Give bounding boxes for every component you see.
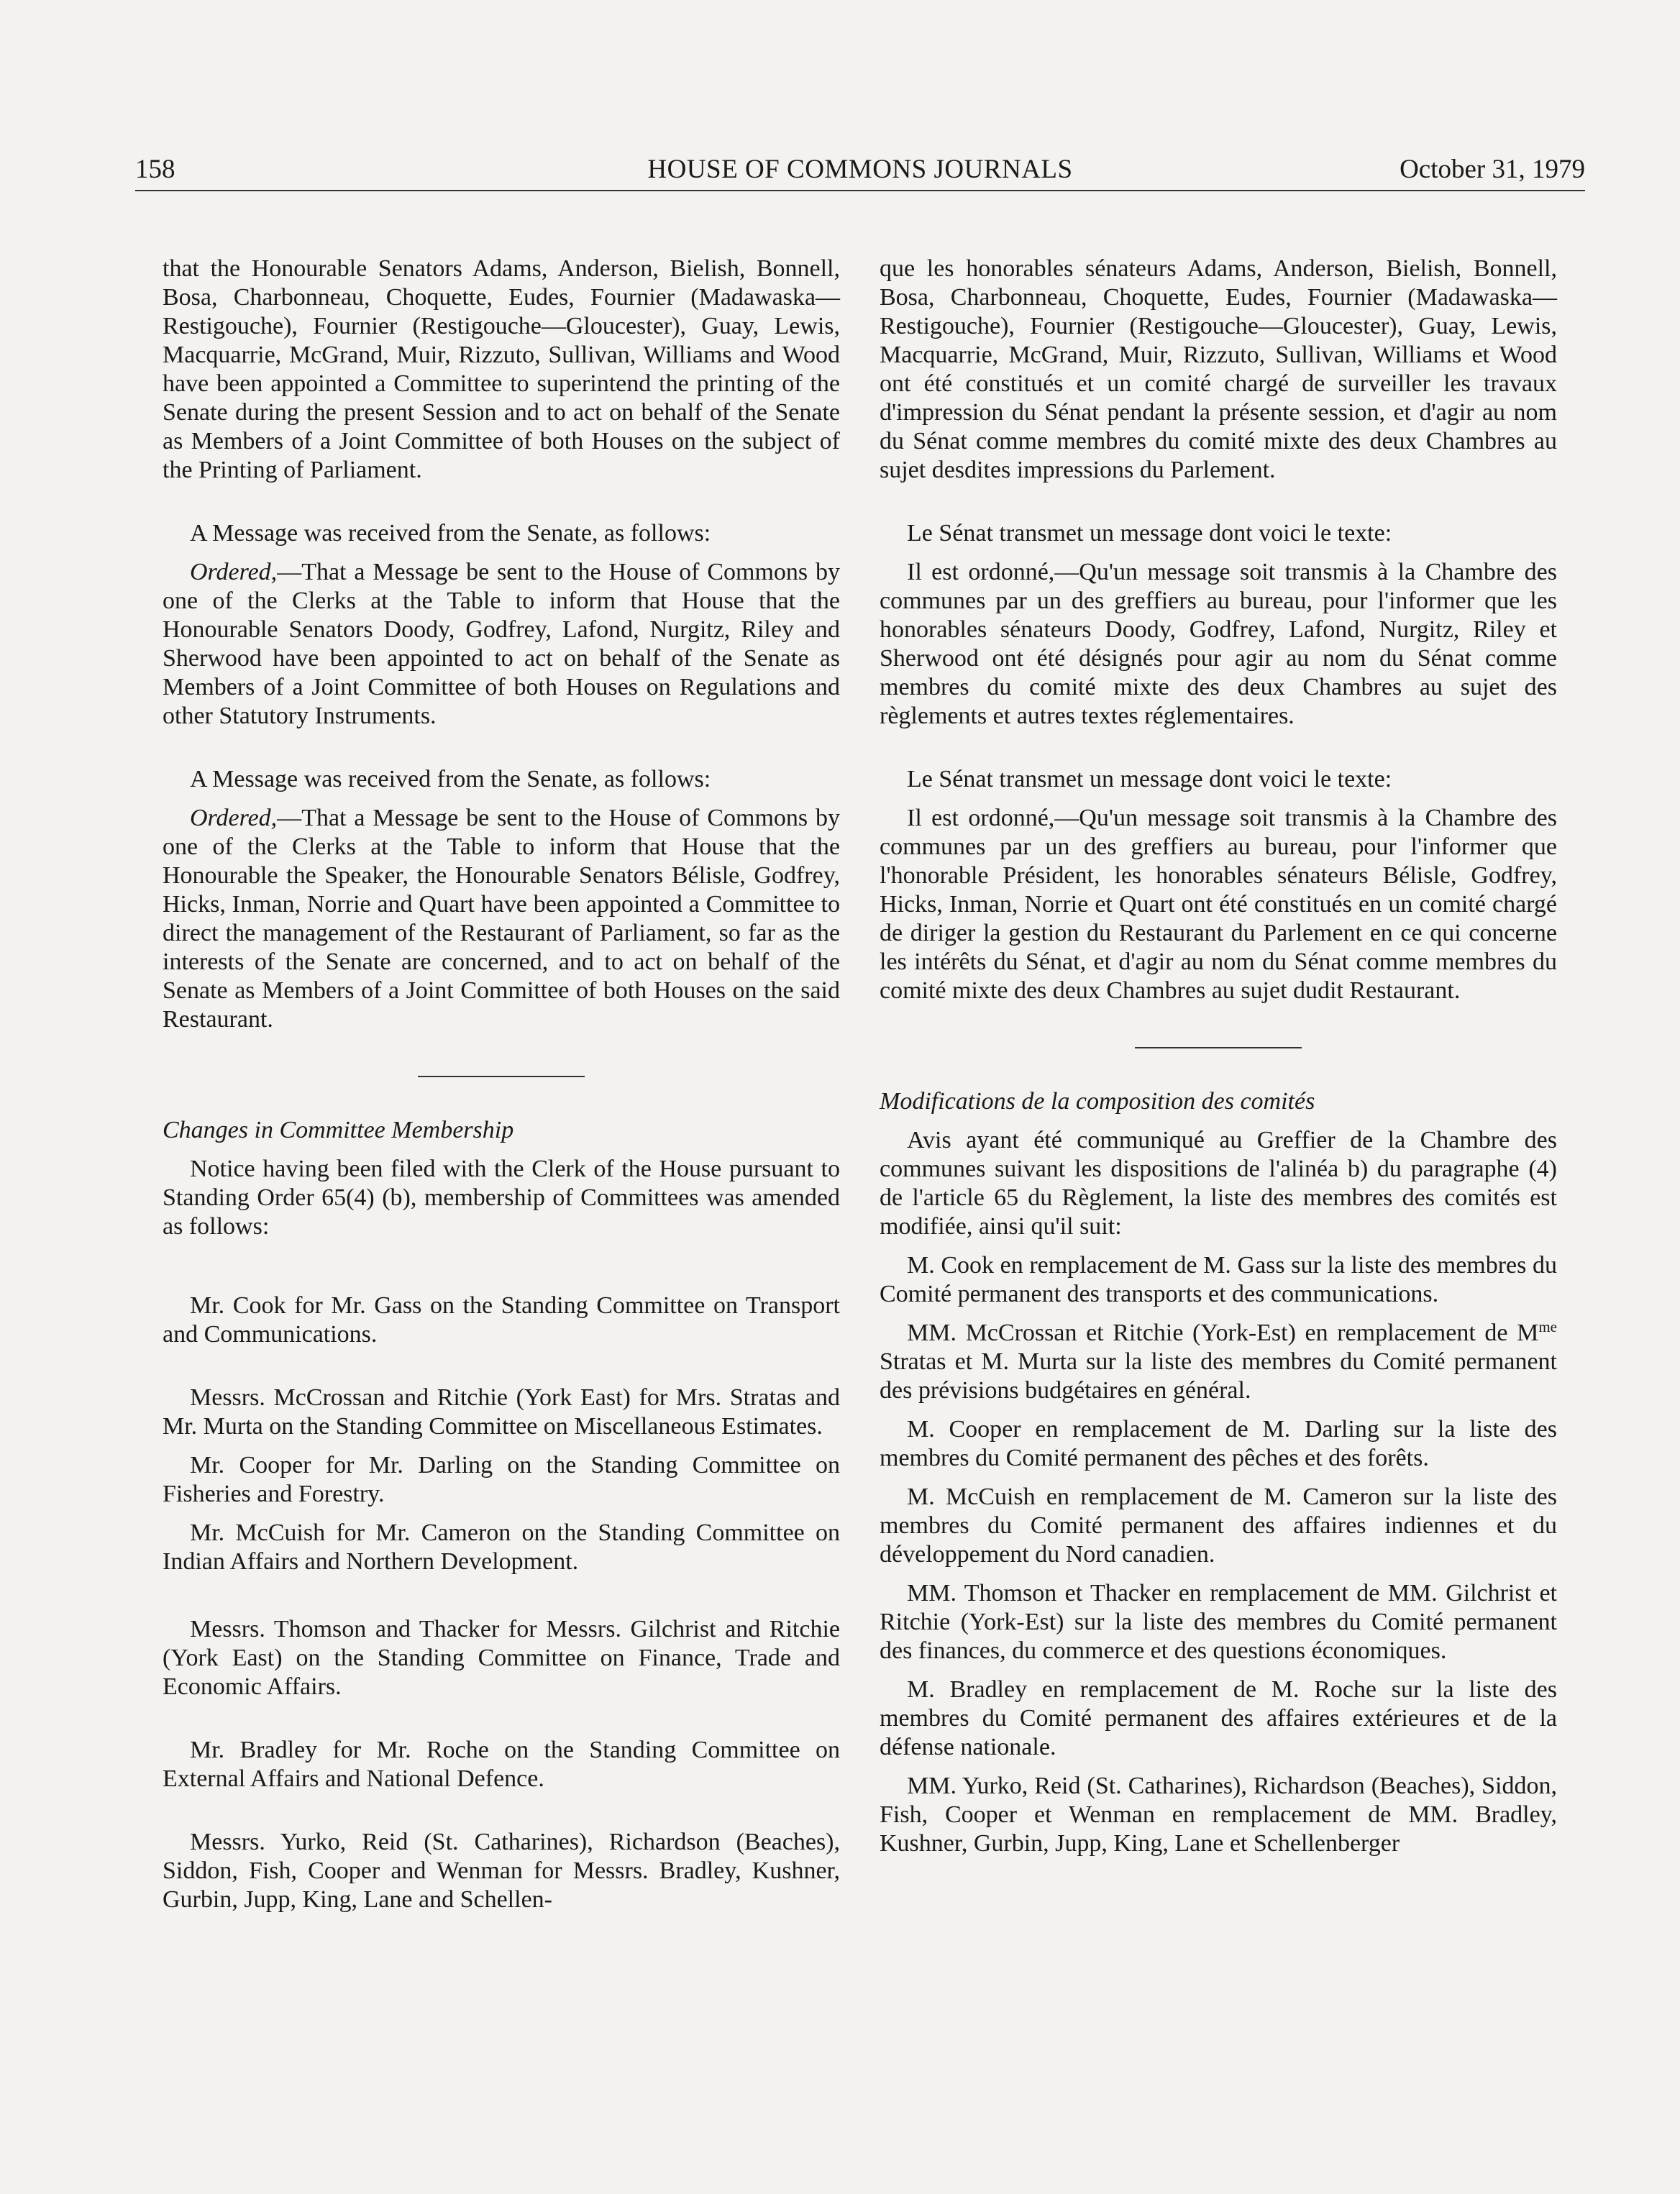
membership-change: Mr. Bradley for Mr. Roche on the Standing Committee on External Affairs and National Defence. [163, 1737, 840, 1792]
section-heading-fr: Modifications de la composition des comités [880, 1088, 1315, 1115]
english-column [163, 255, 840, 1924]
notice-paragraph-fr: Avis ayant été communiqué au Greffier de la Chambre des communes suivant les dispositions de l'alinéa b) du paragraphe (4) de l'article 65 du Règlement, la liste des membres des comités est modifiée, ainsi qu'il suit: [880, 1127, 1557, 1240]
header-date: October 31, 1979 [1400, 155, 1585, 184]
membership-change: Messrs. McCrossan and Ritchie (York East) for Mrs. Stratas and Mr. Murta on the Standing Committee on Miscellaneous Estimates. [163, 1384, 840, 1440]
page-header [135, 154, 1585, 191]
membership-change: Messrs. Thomson and Thacker for Messrs. Gilchrist and Ritchie (York East) on the Standing Committee on Finance, Trade and Economic Affairs. [163, 1616, 840, 1700]
membership-change: Mr. Cooper for Mr. Darling on the Standing Committee on Fisheries and Forestry. [163, 1452, 840, 1507]
membership-change-fr: M. McCuish en remplacement de M. Cameron sur la liste des membres du Comité permanent des affaires indiennes et du développement du Nord canadien. [880, 1484, 1557, 1568]
ordered-label: Ordered, [190, 559, 278, 585]
message-restaurant: Ordered,—That a Message be sent to the House of Commons by one of the Clerks at the Table to inform that House that the Honourable the Speaker, the Honourable Senators Bélisle, Godfrey, Hicks, Inman, Norrie and Quart have been appointed a Committee to direct the management of the Restaurant of Parliament, so far as the interests of the Senate are concerned, and to act on behalf of the Senate as Members of a Joint Committee of both Houses on the said Restaurant. [163, 805, 840, 1033]
membership-change-fr: M. Bradley en remplacement de M. Roche sur la liste des membres du Comité permanent des affaires extérieures et de la défense nationale. [880, 1676, 1557, 1760]
message-intro: A Message was received from the Senate, as follows: [190, 520, 711, 547]
section-divider [418, 1076, 585, 1077]
membership-change-fr: M. Cooper en remplacement de M. Darling sur la liste des membres du Comité permanent des pêches et des forêts. [880, 1416, 1557, 1471]
message-regulations: Ordered,—That a Message be sent to the House of Commons by one of the Clerks at the Table to inform that House that the Honourable Senators Doody, Godfrey, Lafond, Nurgitz, Riley and Sherwood have been appointed to act on behalf of the Senate as Members of a Joint Committee of both Houses on Regulations and other Statutory Instruments. [163, 559, 840, 729]
senate-printing-committee-text: that the Honourable Senators Adams, Anderson, Bielish, Bonnell, Bosa, Charbonneau, Choquette, Eudes, Fournier (Madawaska—Restigouche), Fournier (Restigouche—Gloucester), Guay, Lewis, Macquarrie, McGrand, Muir, Rizzuto, Sullivan, Williams and Wood have been appointed a Committee to superintend the printing of the Senate during the present Session and to act on behalf of the Senate as Members of a Joint Committee of both Houses on the subject of the Printing of Parliament. [163, 255, 840, 483]
notice-paragraph: Notice having been filed with the Clerk of the House pursuant to Standing Order 65(4) (b), membership of Committees was amended as follows: [163, 1156, 840, 1240]
running-title: HOUSE OF COMMONS JOURNALS [647, 155, 1073, 184]
senate-printing-committee-text-fr: que les honorables sénateurs Adams, Anderson, Bielish, Bonnell, Bosa, Charbonneau, Choquette, Eudes, Fournier (Madawaska—Restigouche), Fournier (Restigouche—Gloucester), Guay, Lewis, Macquarrie, McGrand, Muir, Rizzuto, Sullivan, Williams et Wood ont été constitués et un comité chargé de surveiller les travaux d'impression du Sénat pendant la présente session, et d'agir au nom du Sénat comme membres du comité mixte des deux Chambres au sujet desdites impressions du Parlement. [880, 255, 1557, 483]
section-heading: Changes in Committee Membership [163, 1117, 514, 1143]
message-regulations-fr: Il est ordonné,—Qu'un message soit transmis à la Chambre des communes par un des greffiers au bureau, pour l'informer que les honorables sénateurs Doody, Godfrey, Lafond, Nurgitz, Riley et Sherwood ont été désignés pour agir au nom du Sénat comme membres du comité mixte des deux Chambres au sujet des règlements et autres textes réglementaires. [880, 559, 1557, 729]
french-column [880, 255, 1557, 1868]
membership-change-fr: MM. Yurko, Reid (St. Catharines), Richardson (Beaches), Siddon, Fish, Cooper et Wenman en remplacement de MM. Bradley, Kushner, Gurbin, Jupp, King, Lane et Schellenberger [880, 1773, 1557, 1857]
membership-change-fr: MM. Thomson et Thacker en remplacement de MM. Gilchrist et Ritchie (York-Est) sur la liste des membres du Comité permanent des finances, du commerce et des questions économiques. [880, 1580, 1557, 1664]
message-intro: A Message was received from the Senate, as follows: [190, 766, 711, 792]
message-intro-fr: Le Sénat transmet un message dont voici le texte: [907, 520, 1392, 547]
message-restaurant-fr: Il est ordonné,—Qu'un message soit transmis à la Chambre des communes par un des greffiers au bureau, pour l'informer que l'honorable Président, les honorables sénateurs Bélisle, Godfrey, Hicks, Inman, Norrie et Quart ont été constitués en un comité chargé de diriger la gestion du Restaurant du Parlement en ce qui concerne les intérêts du Sénat, et d'agir au nom du Sénat comme membres du comité mixte des deux Chambres au sujet dudit Restaurant. [880, 805, 1557, 1004]
membership-change: Mr. Cook for Mr. Gass on the Standing Committee on Transport and Communications. [163, 1292, 840, 1348]
membership-change: Messrs. Yurko, Reid (St. Catharines), Richardson (Beaches), Siddon, Fish, Cooper and Wenman for Messrs. Bradley, Kushner, Gurbin, Jupp, King, Lane and Schellen- [163, 1829, 840, 1913]
page-number: 158 [135, 155, 175, 184]
membership-change-fr: M. Cook en remplacement de M. Gass sur la liste des membres du Comité permanent des transports et des communications. [880, 1252, 1557, 1307]
message-intro-fr: Le Sénat transmet un message dont voici le texte: [907, 766, 1392, 792]
membership-change-fr: MM. McCrossan et Ritchie (York-Est) en remplacement de $M^{me}$ Stratas et M. Murta sur la liste des membres du Comité permanent des prévisions budgétaires en général. [880, 1318, 1557, 1404]
membership-change: Mr. McCuish for Mr. Cameron on the Standing Committee on Indian Affairs and Northern Development. [163, 1519, 840, 1575]
section-divider [1135, 1047, 1302, 1048]
ordered-label: Ordered, [190, 805, 278, 831]
